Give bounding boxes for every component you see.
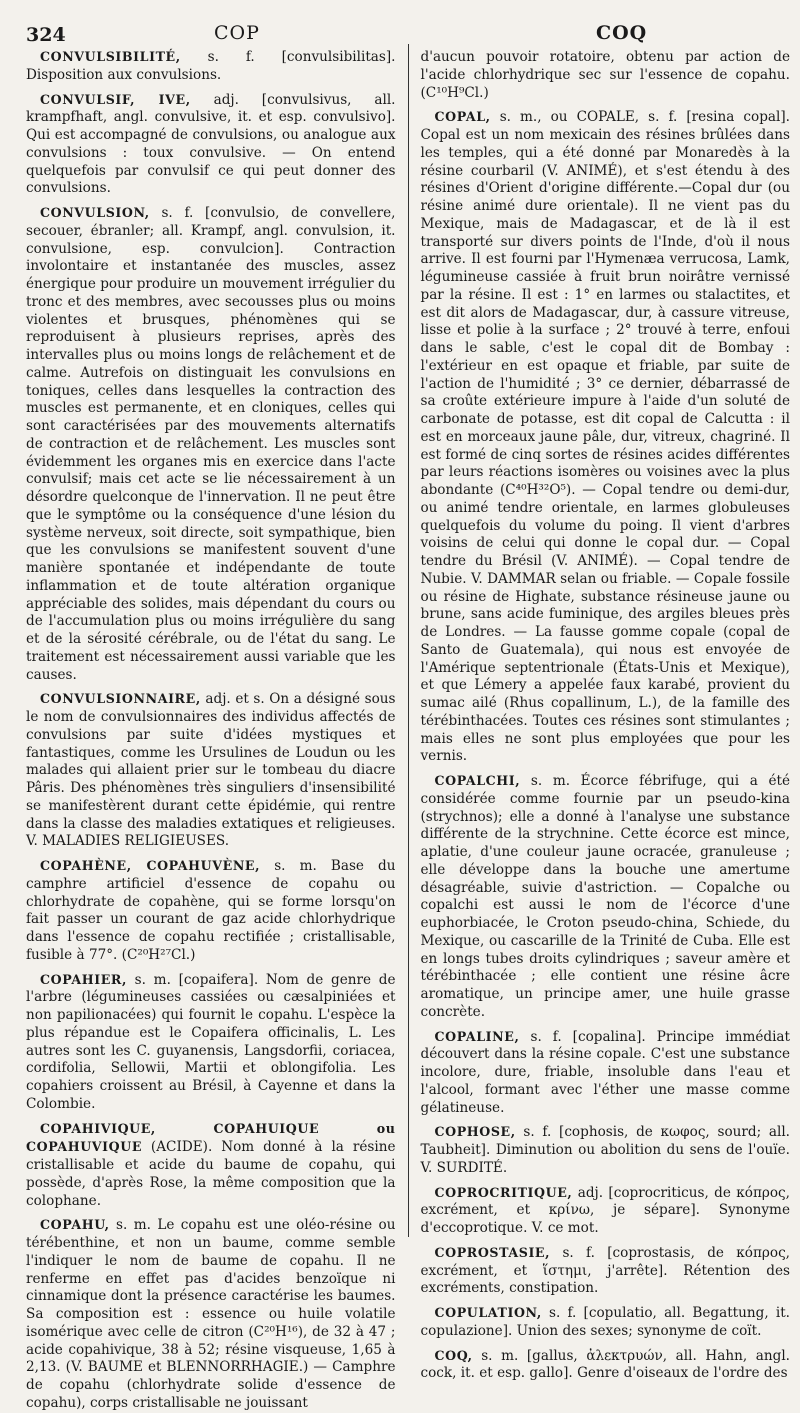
right-column (409, 48, 791, 1382)
text-columns (26, 48, 790, 1411)
entry-definition: s. f. [cophosis, de κωφος, sourd; all. Taubheit]. Diminution ou abolition du sens de l'ouïe. V. SURDITÉ. (420, 1124, 790, 1176)
entry-definition: adj. et s. On a désigné sous le nom de convulsionnaires des individus affectés de convulsions par suite d'idées mystiques et fantastiques, comme les Ursulines de Loudun ou les malades qui allaient prier sur le tombeau du diacre Pâris. Des phénomènes très singuliers d'insensibilité se manifestèrent durant cette épidémie, qui rentre dans la classe des maladies extatiques et religieuses. V. MALADIES RELIGIEUSES. (26, 691, 396, 850)
dictionary-entry (421, 48, 791, 102)
entry-definition: adj. [convulsivus, all. krampfhaft, angl. convulsive, it. et esp. convulsivo]. Qui est accompagné de convulsions, ou analogue aux convulsions : toux convulsive. — On entend quelquefois par convulsif ce qui peut donner des convulsions. (26, 91, 396, 197)
entry-headword: COPHOSE, (434, 1124, 516, 1140)
entry-headword: COPAHIVIQUE, COPAHUIQUE ou COPAHUVIQUE (26, 1120, 396, 1155)
entry-definition: s. f. [convulsio, de convellere, secouer, ébranler; all. Krampf, angl. convulsion, it. convulsione, esp. convulcion]. Contraction involontaire et instantanée des muscles, assez énergique pour produire un mouvement irrégulier du tronc et des membres, avec secousses plus ou moins violentes et brusques, phénomènes qui se reproduisent à plusieurs reprises, après des intervalles plus ou moins longs de relâchement et de calme. Autrefois on distinguait les convulsions en toniques, celles dans lesquelles la contraction des muscles est permanente, et en cloniques, celles qui sont caractérisées par des mouvements alternatifs de contraction et de relâchement. Les muscles sont évidemment les organes mis en exercice dans l'acte convulsif; mais cet acte se lie nécessairement à un désordre quelconque de l'innervation. Il ne peut être que le symptôme ou la conséquence d'une lésion du système nerveux, soit directe, soit sympathique, bien que les convulsions se manifestent souvent d'une manière spontanée et indépendante de toute inflammation et de toute altération organique appréciable des solides, mais dépendant du cours ou de l'accumulation plus ou moins irrégulière du sang et de la sérosité cérébrale, ou de l'état du sang. Le traitement est nécessairement aussi variable que les causes. (26, 205, 396, 683)
dictionary-entry (421, 1123, 791, 1177)
entry-definition: s. m. Écorce fébrifuge, qui a été considérée comme fournie par un pseudo-kina (strychnos); elle a donné à l'analyse une substance différente de la strychnine. Cette écorce est mince, aplatie, d'une couleur jaune ocracée, granuleuse ; elle développe dans la bouche une amertume désagréable, suivie d'astriction. — Copalche ou copalchi est aussi le nom de l'écorce d'une euphorbiacée, le Croton pseudo-china, Schiede, du Mexique, ou cascarille de la Trinité de Cuba. Elle est en longs tubes droits cylindriques ; saveur amère et térébinthacée ; elle contient une résine âcre aromatique, un principe amer, une huile grasse concrète. (420, 773, 790, 1020)
dictionary-entry (26, 1120, 396, 1211)
entry-headword: COPULATION, (434, 1305, 542, 1320)
right-running-head: COQ (596, 22, 648, 44)
entry-headword: COPROSTASIE, (434, 1244, 551, 1260)
dictionary-entry (26, 204, 396, 684)
entry-headword: COPALINE, (434, 1028, 520, 1044)
entry-definition: s. f. [copalina]. Principe immédiat découvert dans la résine copale. C'est une substance incolore, dure, friable, insoluble dans l'eau et l'alcool, formant avec l'éther une masse comme gélatineuse. (420, 1028, 790, 1116)
entry-headword: COQ, (434, 1347, 473, 1363)
entry-definition: (ACIDE). Nom donné à la résine cristallisable et acide du baume de copahu, qui possède, d'après Rose, la même composition que la colophane. (26, 1139, 396, 1209)
entry-definition: adj. [coprocriticus, de κόπρος, excrément, et κρίνω, je sépare]. Synonyme d'eccoprotique. V. ce mot. (420, 1184, 790, 1236)
dictionary-entry (26, 857, 396, 965)
entry-definition: s. m. [copaifera]. Nom de genre de l'arbre (légumineuses cassiées ou cæsalpiniées et non papilionacées) qui fournit le copahu. L'espèce la plus répandue est le Copaifera officinalis, L. Les autres sont les C. guyanensis, Langsdorfii, coriacea, cordifolia, Sellowii, Martii et oblongifolia. Les copahiers croissent au Brésil, à Cayenne et dans la Colombie. (26, 971, 396, 1112)
dictionary-entry (421, 1028, 791, 1118)
dictionary-entry (26, 971, 396, 1114)
entry-definition: s. m. [gallus, ἀλεκτρυών, all. Hahn, angl. cock, it. et esp. gallo]. Genre d'oiseaux de l'ordre des (420, 1347, 790, 1382)
entry-definition: d'aucun pouvoir rotatoire, obtenu par action de l'acide chlorhydrique sec sur l'essence de copahu. (C¹⁰H⁹Cl.) (420, 49, 790, 101)
entry-definition: s. f. [coprostasis, de κόπρος, excrément, et ἵστημι, j'arrête]. Rétention des excréments, constipation. (420, 1244, 790, 1297)
dictionary-entry (26, 690, 396, 851)
dictionary-entry (421, 1304, 791, 1341)
entry-headword: COPAHU, (40, 1217, 110, 1233)
entry-headword: COPALCHI, (434, 773, 521, 788)
left-running-head: COP (214, 22, 260, 44)
entry-definition: s. m., ou COPALE, s. f. [resina copal]. Copal est un nom mexicain des résines brûlées dans les temples, qui a été donné par Monaredès à la résine courbaril (V. ANIMÉ), et s'est étendu à des résines d'Orient d'origine différente.—Copal dur (ou résine animé dure orientale). Il ne vient pas du Mexique, mais de Madagascar, et de là il est transporté sur divers points de l'Inde, d'où il nous arrive. Il est fourni par l'Hymenæa verrucosa, Lamk, légumineuse cassiée à fruit brun noirâtre vernissé par la résine. Il est : 1° en larmes ou stalactites, et est dit alors de Madagascar, dur, à cassure vitreuse, lisse et polie à la surface ; 2° trouvé à terre, enfoui dans le sable, c'est le copal dit de Bombay : l'extérieur en est opaque et friable, par suite de l'action de l'humidité ; 3° ce dernier, débarrassé de sa croûte extérieure impure à l'aide d'un soluté de carbonate de potasse, est dit copal de Calcutta : il est en morceaux jaune pâle, dur, vitreux, chagriné. Il est formé de cinq sortes de résines acides différentes par leurs réactions isomères ou voisines avec la plus abondante (C⁴⁰H³²O⁵). — Copal tendre ou demi-dur, ou animé tendre orientale, en larmes globuleuses quelquefois du volume du poing. Il vient d'arbres voisins de celui qui donne le copal dur. — Copal tendre du Brésil (V. ANIMÉ). — Copal tendre de Nubie. V. DAMMAR selan ou friable. — Copale fossile ou résine de Highate, substance résineuse jaune ou brune, sans acide fuminique, des argiles bleues près de Londres. — La fausse gomme copale (copal de Santo de Guatemala), qui nous est envoyée de l'Amérique septentrionale (États-Unis et Mexique), et que Lémery a appelée faux karabé, provient du sumac ailé (Rhus copallinum, L.), de la famille des térébinthacées. Toutes ces résines sont stimulantes ; mais elles ne sont plus employées que pour les vernis. (420, 109, 790, 765)
entry-headword: COPAHÈNE, COPAHUVÈNE, (40, 858, 261, 873)
entry-definition: s. f. [copulatio, all. Begattung, it. copulazione]. Union des sexes; synonyme de coït. (420, 1305, 790, 1339)
entry-definition: s. f. [convulsibilitas]. Disposition aux convulsions. (26, 49, 396, 83)
entry-headword: CONVULSIF, IVE, (40, 91, 191, 107)
entry-definition: s. m. Base du camphre artificiel d'essence de copahu ou chlorhydrate de copahène, qui se forme lorsqu'on fait passer un courant de gaz acide chlorhydrique dans l'essence de copahu rectifiée ; cristallisable, fusible à 77°. (C²⁰H²⁷Cl.) (26, 858, 396, 963)
dictionary-entry (421, 1184, 791, 1238)
dictionary-entry (421, 772, 791, 1022)
dictionary-entry (421, 108, 791, 766)
left-column (26, 48, 408, 1411)
entry-headword: CONVULSIONNAIRE, (40, 691, 201, 707)
dictionary-entry (26, 91, 396, 199)
dictionary-entry (421, 1244, 791, 1298)
entry-headword: COPROCRITIQUE, (434, 1184, 573, 1200)
entry-headword: COPAHIER, (40, 971, 127, 987)
page-number: 324 (26, 24, 66, 46)
entry-headword: CONVULSION, (40, 205, 150, 220)
entry-headword: CONVULSIBILITÉ, (40, 49, 181, 64)
entry-headword: COPAL, (434, 109, 491, 125)
entry-definition: s. m. Le copahu est une oléo-résine ou térébenthine, et non un baume, comme semble l'indiquer le nom de baume de copahu. Il ne renferme en effet pas d'acides benzoïque ni cinnamique dont la présence caractérise les baumes. Sa composition est : essence ou huile volatile isomérique avec celle de citron (C²⁰H¹⁶), de 32 à 47 ; acide copahivique, 38 à 52; résine visqueuse, 1,65 à 2,13. (V. BAUME et BLENNORRHAGIE.) — Camphre de copahu (chlorhydrate solide d'essence de copahu), corps cristallisable ne jouissant (26, 1217, 396, 1411)
dictionary-entry (26, 1216, 396, 1412)
dictionary-entry (421, 1347, 791, 1384)
dictionary-entry (26, 48, 396, 85)
